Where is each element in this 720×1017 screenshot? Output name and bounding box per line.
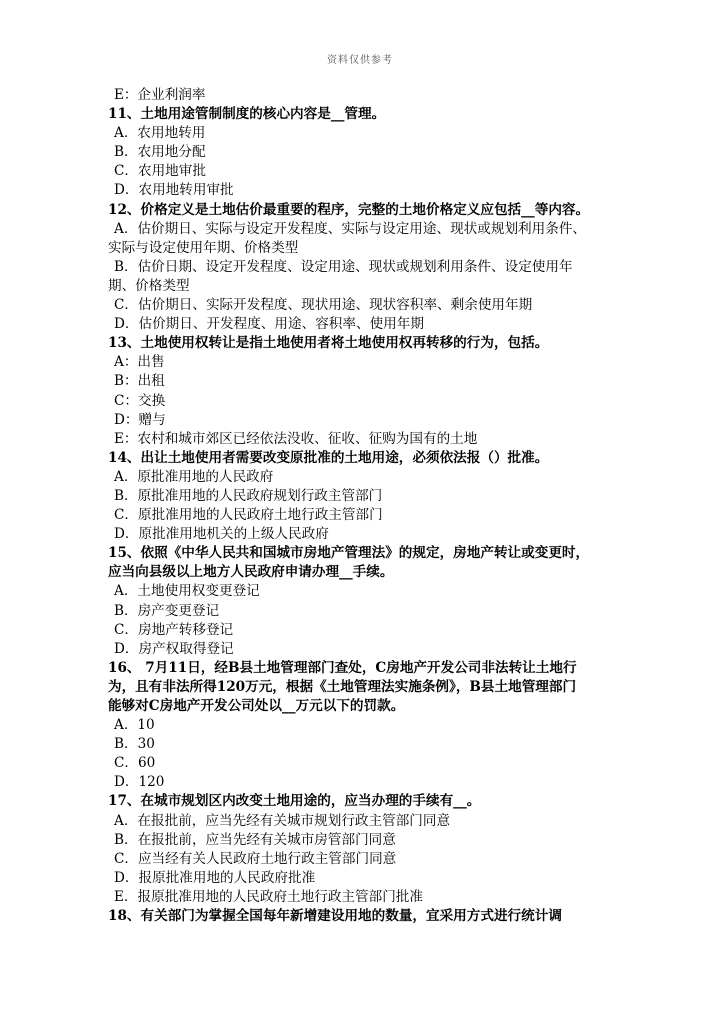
answer-option: E：企业利润率 <box>114 87 206 103</box>
question-text: 17、在城市规划区内改变土地用途的，应当办理的手续有__。 <box>108 793 481 810</box>
answer-option: A．10 <box>114 717 155 734</box>
answer-option: C．估价期日、实际开发程度、现状用途、现状容积率、剩余使用年期 <box>114 297 533 314</box>
answer-option: C：交换 <box>114 392 166 409</box>
answer-option: B．30 <box>114 736 155 753</box>
answer-option: E：农村和城市郊区已经依法没收、征收、征购为国有的土地 <box>114 430 478 447</box>
answer-option: B：出租 <box>114 373 165 390</box>
answer-option: B．估价日期、设定开发程度、设定用途、现状或规划利用条件、设定使用年 <box>114 258 573 275</box>
answer-option: C．原批准用地的人民政府土地行政主管部门 <box>114 507 383 524</box>
question-text-continued: 能够对C房地产开发公司处以__万元以下的罚款。 <box>108 698 405 714</box>
answer-option: C．60 <box>114 755 156 772</box>
answer-option: A．原批准用地的人民政府 <box>114 468 274 485</box>
answer-option: D：赠与 <box>114 411 166 428</box>
question-text: 11、土地用途管制制度的核心内容是__管理。 <box>108 106 386 123</box>
answer-option: C．农用地审批 <box>114 163 206 180</box>
question-text: 14、出让土地使用者需要改变原批准的土地用途，必须依法报（）批准。 <box>108 449 549 466</box>
answer-option: D．房产权取得登记 <box>114 640 234 657</box>
answer-option: A：出售 <box>114 354 165 371</box>
answer-option: D．报原批准用地的人民政府批准 <box>114 869 316 886</box>
question-text: 13、土地使用权转让是指土地使用者将土地使用权再转移的行为，包括。 <box>108 335 549 352</box>
answer-option: C．房地产转移登记 <box>114 621 234 638</box>
answer-option-continued: 期、价格类型 <box>108 277 190 294</box>
answer-option: D．估价期日、开发程度、用途、容积率、使用年期 <box>114 316 424 333</box>
answer-option: E．报原批准用地的人民政府土地行政主管部门批准 <box>114 888 423 905</box>
document-body <box>108 86 618 926</box>
answer-option: A．在报批前，应当先经有关城市规划行政主管部门同意 <box>114 812 451 829</box>
answer-option: B．在报批前，应当先经有关城市房管部门同意 <box>114 831 396 848</box>
answer-option-continued: 实际与设定使用年期、价格类型 <box>108 239 299 256</box>
question-text: 18、有关部门为掌握全国每年新增建设用地的数量，宜采用方式进行统计调 <box>108 908 562 925</box>
answer-option: C．应当经有关人民政府土地行政主管部门同意 <box>114 850 397 867</box>
question-text-continued: 应当向县级以上地方人民政府申请办理__手续。 <box>108 564 394 581</box>
answer-option: B．农用地分配 <box>114 144 206 161</box>
answer-option: D．原批准用地机关的上级人民政府 <box>114 526 329 543</box>
answer-option: A．土地使用权变更登记 <box>114 583 260 600</box>
answer-option: A．农用地转用 <box>114 125 206 142</box>
question-text: 12、价格定义是土地估价最重要的程序，完整的土地价格定义应包括__等内容。 <box>108 201 590 218</box>
answer-option: B．原批准用地的人民政府规划行政主管部门 <box>114 487 383 504</box>
page-header: 资料仅供参考 <box>327 55 393 66</box>
question-text: 16、 7月11日，经B县土地管理部门查处，C房地产开发公司非法转让土地行 <box>108 659 577 676</box>
answer-option: D．农用地转用审批 <box>114 182 234 199</box>
question-text-continued: 为，且有非法所得120万元，根据《土地管理法实施条例》，B县土地管理部门 <box>108 678 577 695</box>
answer-option: B．房产变更登记 <box>114 602 220 619</box>
answer-option: D．120 <box>114 774 165 791</box>
question-text: 15、依照《中华人民共和国城市房地产管理法》的规定，房地产转让或变更时， <box>108 545 590 562</box>
answer-option: A．估价期日、实际与设定开发程度、实际与设定用途、现状或规划利用条件、 <box>114 220 587 237</box>
